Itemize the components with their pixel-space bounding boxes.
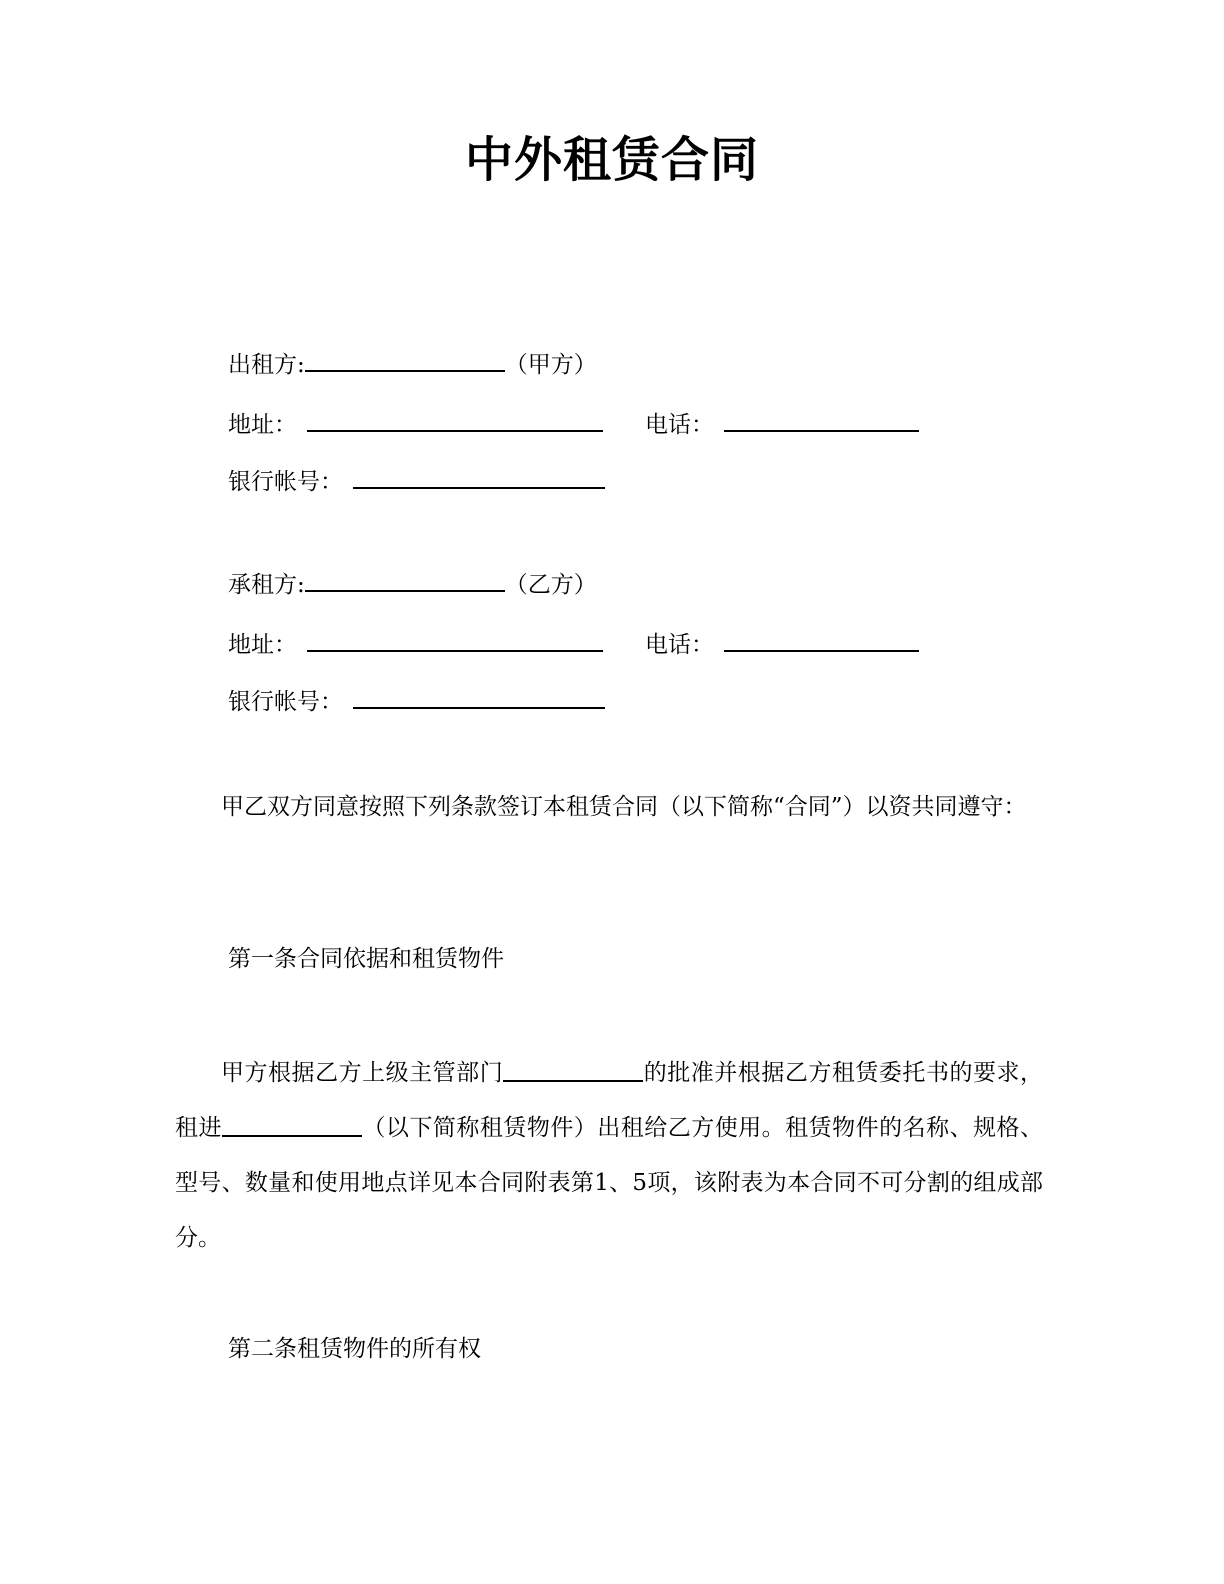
lessor-party-row <box>228 348 597 380</box>
lessor-bank-input[interactable] <box>353 465 605 489</box>
leased-property-input[interactable] <box>222 1115 362 1137</box>
lessee-party-label: 承租方: <box>228 572 305 598</box>
lessor-address-label: 地址： <box>228 412 297 438</box>
article-one-heading: 第一条合同依据和租赁物件 <box>228 946 504 972</box>
lessee-party-input[interactable] <box>305 568 505 592</box>
lessor-phone-input[interactable] <box>724 408 919 432</box>
lessor-bank-label: 银行帐号： <box>228 469 343 495</box>
lessor-party-label: 出租方: <box>228 352 305 378</box>
lessee-address-row <box>228 628 603 660</box>
lessee-address-input[interactable] <box>307 628 603 652</box>
lessor-phone-label: 电话： <box>645 412 714 438</box>
lessor-address-row <box>228 408 603 440</box>
article-one-body-part1: 甲方根据乙方上级主管部门 <box>221 1060 504 1086</box>
approval-department-input[interactable] <box>503 1060 643 1082</box>
article-one-body <box>175 1046 1043 1266</box>
lessee-bank-input[interactable] <box>353 685 605 709</box>
lessor-party-input[interactable] <box>305 348 505 372</box>
lessor-party-suffix: （甲方） <box>504 352 597 378</box>
lessee-bank-row <box>228 685 605 717</box>
lessee-address-label: 地址： <box>228 632 297 658</box>
lessee-phone-row <box>645 628 919 660</box>
preamble-paragraph: 甲乙双方同意按照下列条款签订本租赁合同（以下简称“合同”）以资共同遵守： <box>221 794 1027 820</box>
lessor-phone-row <box>645 408 919 440</box>
lessee-bank-label: 银行帐号： <box>228 689 343 715</box>
lessee-phone-label: 电话： <box>645 632 714 658</box>
page-title: 中外租赁合同 <box>464 132 759 188</box>
lessee-party-suffix: （乙方） <box>504 572 597 598</box>
article-one-body-part3: （以下简称租赁物件）出租给乙方使用。租赁物件的名称、规格、型号、数量和使用地点详见本合同附表第1、5项，该附表为本合同不可分割的组成部分。 <box>175 1115 1044 1251</box>
article-one-body-part2: 的批准并根据乙方租赁委托书的要求，租进 <box>175 1060 1044 1141</box>
lessor-address-input[interactable] <box>307 408 603 432</box>
lessee-party-row <box>228 568 597 600</box>
lessor-bank-row <box>228 465 605 497</box>
lessee-phone-input[interactable] <box>724 628 919 652</box>
article-two-heading: 第二条租赁物件的所有权 <box>228 1336 481 1362</box>
